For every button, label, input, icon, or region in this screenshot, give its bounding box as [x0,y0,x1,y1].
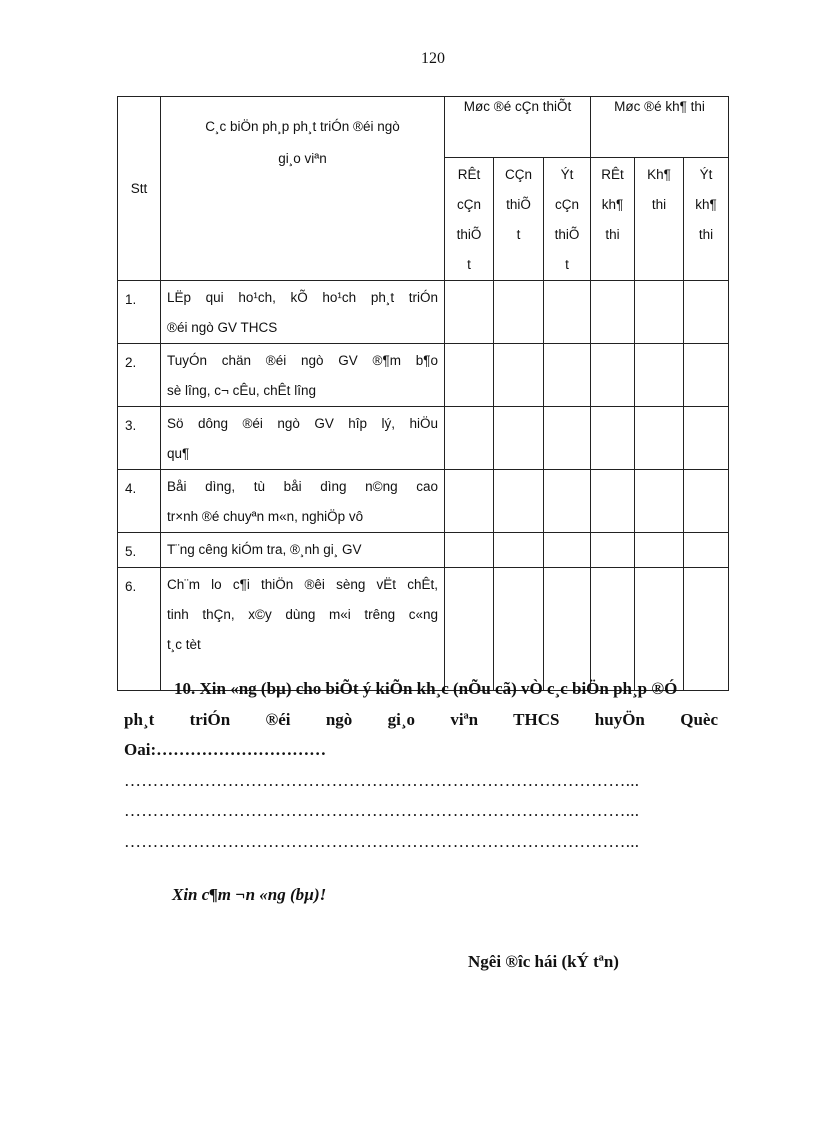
row-number: 5. [118,533,161,568]
rating-cell[interactable] [445,533,494,568]
rating-cell[interactable] [684,470,729,533]
subheader-line: thiÕ [506,197,531,212]
table-row [118,533,729,568]
rating-cell[interactable] [684,568,729,691]
answer-line: ……………………………………………………………………………... [124,801,640,820]
question-line: ph¸t triÓn ®éi ngò gi¸o viªn THCS huyÖn Quèc [124,709,718,729]
subheader-line: cÇn [456,197,481,212]
row-number: 4. [118,470,161,533]
header-measures-line: gi¸o viªn [278,151,327,166]
header-measures-line: C¸c biÖn ph¸p ph¸t triÓn ®éi ngò [205,119,400,134]
row-description-line: Ch¨m lo c¶i thiÖn ®êi sèng vËt chÊt, [167,577,438,592]
rating-cell[interactable] [494,470,544,533]
subheader-cell [445,158,494,281]
subheader-cell [635,158,684,281]
rating-cell[interactable] [544,407,591,470]
rating-cell[interactable] [591,344,635,407]
rating-cell[interactable] [544,470,591,533]
row-description-line: LËp qui ho¹ch, kÕ ho¹ch ph¸t triÓn [167,290,438,305]
header-necessity: Møc ®é cÇn thiÕt [445,97,591,158]
rating-cell[interactable] [445,407,494,470]
rating-cell[interactable] [635,281,684,344]
rating-cell[interactable] [494,281,544,344]
subheader-line: t [565,257,569,272]
rating-cell[interactable] [684,344,729,407]
subheader-line: thiÕ [554,227,580,242]
subheader-cell [494,158,544,281]
page-number: 120 [421,50,445,67]
question-line: Oai:………………………… [124,740,327,759]
rating-cell[interactable] [591,281,635,344]
table-row [118,407,729,470]
rating-cell[interactable] [544,568,591,691]
subheader-line: Kh¶ [647,167,671,182]
rating-cell[interactable] [494,568,544,691]
row-description [161,568,445,691]
rating-cell[interactable] [544,533,591,568]
row-description-line: Sö dông ®éi ngò GV hîp lý, hiÖu [167,416,438,431]
table-row [118,281,729,344]
rating-cell[interactable] [494,533,544,568]
row-number: 6. [118,568,161,691]
rating-cell[interactable] [544,281,591,344]
answer-line: ……………………………………………………………………………... [124,831,640,851]
row-description-line: TuyÓn chän ®éi ngò GV ®¶m b¶o [167,353,438,368]
rating-cell[interactable] [591,407,635,470]
row-number: 2. [118,344,161,407]
subheader-line: RÊt [601,167,624,182]
subheader-line: t [467,257,471,272]
row-description [161,281,445,344]
row-description [161,407,445,470]
rating-cell[interactable] [591,568,635,691]
row-description-line: qu¶ [167,446,190,461]
table-row [118,344,729,407]
rating-cell[interactable] [591,470,635,533]
rating-cell[interactable] [635,344,684,407]
subheader-line: thiÕ [456,227,482,242]
row-description-line: tinh thÇn, x©y dùng m«i trêng c«ng [167,607,438,622]
rating-cell[interactable] [635,407,684,470]
rating-cell[interactable] [494,344,544,407]
subheader-cell [591,158,635,281]
survey-table [117,96,729,691]
table-row [118,568,729,691]
subheader-line: t [516,227,521,242]
rating-cell[interactable] [684,533,729,568]
row-description-line: T¨ng cêng kiÓm tra, ®¸nh gi¸ GV [167,542,362,557]
subheader-line: thi [651,197,667,212]
row-number: 1. [118,281,161,344]
subheader-cell [544,158,591,281]
row-description-line: Båi dìng, tù båi dìng n©ng cao [167,479,438,494]
question-line: 10. Xin «ng (bµ) cho biÕt ý kiÕn kh¸c (nÕu cã) vÒ c¸c biÖn ph¸p ®Ó [174,679,678,698]
row-description-line: sè lîng, c¬ cÊu, chÊt lîng [167,383,316,398]
rating-cell[interactable] [544,344,591,407]
rating-cell[interactable] [635,533,684,568]
row-number: 3. [118,407,161,470]
row-description [161,533,445,568]
header-feasibility: Møc ®é kh¶ thi [591,97,729,158]
rating-cell[interactable] [445,281,494,344]
rating-cell[interactable] [591,533,635,568]
table-row [118,470,729,533]
subheader-line: cÇn [554,197,579,212]
subheader-line: Ýt [560,167,574,182]
subheader-cell [684,158,729,281]
rating-cell[interactable] [635,470,684,533]
rating-cell[interactable] [445,568,494,691]
row-description [161,344,445,407]
rating-cell[interactable] [494,407,544,470]
rating-cell[interactable] [445,470,494,533]
rating-cell[interactable] [684,407,729,470]
subheader-line: kh¶ [601,197,624,212]
row-description [161,470,445,533]
subheader-line: thi [698,227,714,242]
question-paragraph [124,674,718,857]
header-measures [161,97,445,281]
rating-cell[interactable] [635,568,684,691]
header-stt: Stt [118,97,161,281]
subheader-line: Ýt [699,167,713,182]
row-description-line: tr×nh ®é chuyªn m«n, nghiÖp vô [167,509,364,524]
signature-label: Ngêi ®îc hái (kÝ tªn) [468,952,619,971]
answer-line: ……………………………………………………………………………... [124,770,640,790]
rating-cell[interactable] [684,281,729,344]
subheader-line: CÇn [504,167,532,182]
subheader-line: RÊt [457,167,481,182]
subheader-line: thi [605,227,620,242]
row-description-line: ®éi ngò GV THCS [167,320,278,335]
rating-cell[interactable] [445,344,494,407]
subheader-line: kh¶ [695,197,717,212]
row-description-line: t¸c tèt [167,637,201,652]
thanks-text: Xin c¶m ¬n «ng (bµ)! [172,885,327,904]
